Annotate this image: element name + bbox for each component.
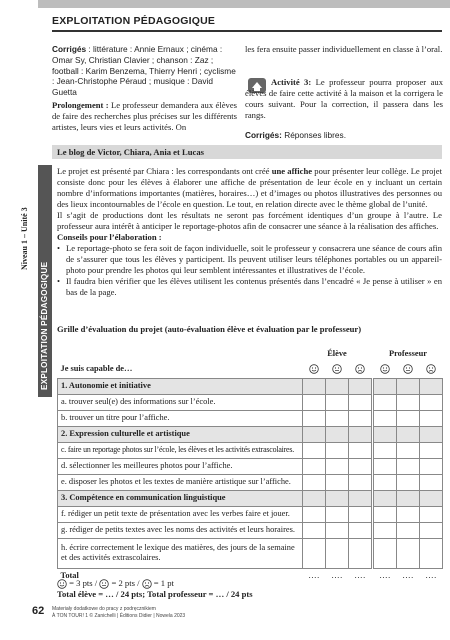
score-cell[interactable] xyxy=(303,442,326,458)
smiley-sad-icon xyxy=(420,362,443,378)
score-cell[interactable] xyxy=(397,538,420,568)
score-cell[interactable] xyxy=(326,474,349,490)
section-row xyxy=(58,378,443,394)
section-row xyxy=(58,426,443,442)
table-row xyxy=(58,522,443,538)
score-cell[interactable] xyxy=(326,506,349,522)
top-band xyxy=(38,0,450,8)
corriges-2-text: Réponses libres. xyxy=(281,130,346,140)
score-cell[interactable] xyxy=(420,442,443,458)
table-row xyxy=(58,458,443,474)
score-cell[interactable] xyxy=(397,506,420,522)
header-rule xyxy=(52,30,442,32)
score-cell[interactable] xyxy=(326,410,349,426)
score-cell[interactable] xyxy=(349,474,372,490)
score-cell[interactable] xyxy=(374,506,397,522)
section-row xyxy=(58,490,443,506)
score-cell[interactable] xyxy=(374,442,397,458)
corriges-2-block xyxy=(245,130,346,141)
total-prof-2: …. xyxy=(402,570,414,580)
score-cell[interactable] xyxy=(349,442,372,458)
smiley-sad-icon xyxy=(349,362,372,378)
score-cell[interactable] xyxy=(374,458,397,474)
criterion-text: g. rédiger de petits textes avec les noms des activités et leurs horaires. xyxy=(58,522,303,538)
criterion-text: h. écrire correctement le lexique des matières, des jours de la semaine et des activités extrascolaires. xyxy=(58,538,303,568)
table-row xyxy=(58,538,443,568)
scoring-legend xyxy=(57,578,253,600)
score-cell[interactable] xyxy=(303,394,326,410)
smiley-neutral-icon xyxy=(99,579,109,589)
question-label: Je suis capable de… xyxy=(60,364,133,374)
table-row xyxy=(58,394,443,410)
col-header-professeur: Professeur xyxy=(389,348,427,358)
criterion-text: b. trouver un titre pour l’affiche. xyxy=(58,410,303,426)
section-title: 1. Autonomie et initiative xyxy=(58,378,303,394)
score-cell[interactable] xyxy=(374,522,397,538)
total-eleve-1: …. xyxy=(308,570,320,580)
legend-2pts: = 2 pts / xyxy=(111,578,142,588)
score-cell[interactable] xyxy=(420,410,443,426)
page-header-title: EXPLOITATION PÉDAGOGIQUE xyxy=(52,15,216,27)
score-cell[interactable] xyxy=(349,538,372,568)
score-cell[interactable] xyxy=(374,394,397,410)
side-level-label: Niveau 1 – Unité 3 xyxy=(20,207,29,270)
score-cell[interactable] xyxy=(420,458,443,474)
continuation-text: les fera ensuite passer individuellement en classe à l’oral. xyxy=(245,44,443,54)
total-prof-3: …. xyxy=(425,570,437,580)
activity-3-text: Le professeur pourra proposer aux élèves de faire cette activité à la maison et la corrigera le cours suivant. Pour la correction, il passera dans les rangs. xyxy=(245,77,443,120)
evaluation-grid xyxy=(57,346,443,584)
score-cell[interactable] xyxy=(303,538,326,568)
total-label: Total xyxy=(60,570,79,580)
smiley-sad-icon xyxy=(142,579,152,589)
score-cell[interactable] xyxy=(326,538,349,568)
score-cell[interactable] xyxy=(303,474,326,490)
blog-paragraph-1 xyxy=(57,166,442,210)
grid-title: Grille d’évaluation du projet (auto-évaluation élève et évaluation par le professeur) xyxy=(57,324,362,334)
corriges-block xyxy=(52,44,237,98)
score-cell[interactable] xyxy=(420,538,443,568)
score-cell[interactable] xyxy=(303,506,326,522)
score-cell[interactable] xyxy=(349,394,372,410)
blog-body xyxy=(57,166,442,298)
side-tab-label: EXPLOITATION PÉDAGOGIQUE xyxy=(40,261,49,390)
total-prof-1: …. xyxy=(379,570,391,580)
score-cell[interactable] xyxy=(374,538,397,568)
criterion-text: a. trouver seul(e) des informations sur l’école. xyxy=(58,394,303,410)
prolongement-text: Le professeur demandera aux élèves de faire des recherches plus précises sur les différents artistes, leurs vies et leurs activités. On xyxy=(52,100,237,132)
section-title: 3. Compétence en communication linguistique xyxy=(58,490,303,506)
table-row xyxy=(58,474,443,490)
criterion-text: c. faire un reportage photos sur l’école, les élèves et les activités extrascolaires. xyxy=(58,442,303,458)
blog-section-title: Le blog de Victor, Chiara, Ania et Lucas xyxy=(57,147,204,157)
prolongement-lead: Prolongement : xyxy=(52,100,109,110)
activity-3-lead: Activité 3: xyxy=(271,77,312,87)
score-cell[interactable] xyxy=(397,522,420,538)
blog-paragraph-2: Il s’agit de productions dont les résultats ne seront pas forcément identiques d’un groupe à l’autre. Le professeur aura intérêt à anticiper le reportage-photos afin de consacrer une séance à la réalisation des affiches. xyxy=(57,210,442,231)
corriges-2-lead: Corrigés: xyxy=(245,130,282,140)
criterion-text: d. sélectionner les meilleures photos pour l’affiche. xyxy=(58,458,303,474)
smiley-neutral-icon xyxy=(326,362,349,378)
legend-line-1 xyxy=(57,578,253,589)
score-cell[interactable] xyxy=(349,506,372,522)
table-row xyxy=(58,506,443,522)
activity-3-block xyxy=(245,77,443,121)
conseils-item-2: • Il faudra bien vérifier que les élèves utilisent les contenus présentés dans l’encadré « Je pense à utiliser » en bas de la page. xyxy=(57,276,442,298)
score-cell[interactable] xyxy=(326,394,349,410)
score-cell[interactable] xyxy=(303,410,326,426)
score-cell[interactable] xyxy=(397,474,420,490)
score-cell[interactable] xyxy=(303,522,326,538)
footer-line-2: À TON TOUR! 1 © Zanichelli | Éditions Didier | Nowela 2023 xyxy=(52,612,186,619)
score-cell[interactable] xyxy=(374,474,397,490)
criterion-text: e. disposer les photos et les textes de manière artistique sur l’affiche. xyxy=(58,474,303,490)
score-cell[interactable] xyxy=(397,410,420,426)
score-cell[interactable] xyxy=(326,522,349,538)
total-eleve-3: …. xyxy=(354,570,366,580)
score-cell[interactable] xyxy=(397,394,420,410)
smiley-happy-icon xyxy=(57,579,67,589)
criterion-text: f. rédiger un petit texte de présentation avec les verbes faire et jouer. xyxy=(58,506,303,522)
section-title: 2. Expression culturelle et artistique xyxy=(58,426,303,442)
prolongement-block xyxy=(52,100,237,133)
smiley-neutral-icon xyxy=(397,362,420,378)
blog-p1-bold: une affiche xyxy=(271,166,313,176)
corriges-lead: Corrigés xyxy=(52,44,87,54)
corriges-text: : littérature : Annie Ernaux ; cinéma : Omar Sy, Christian Clavier ; chanson : Zaz ; football : Karim Benzema, Thierry Henri ; cyclisme : Jean-Christophe Péraud ; musique : David Guetta xyxy=(52,44,236,98)
legend-3pts: = 3 pts / xyxy=(69,578,100,588)
conseils-item-1: • Le reportage-photo se fera soit de façon individuelle, soit le professeur y consacrera une séance de cours afin de s’assurer que tous les élèves y participent. Ils peuvent utiliser leurs téléphones portables ou un appareil-photo pour prendre les photos qui leur semblent intéressantes et illustratives de l’école. xyxy=(57,243,442,276)
col-header-eleve: Élève xyxy=(327,348,347,358)
page-footer xyxy=(52,606,185,619)
smiley-happy-icon xyxy=(374,362,397,378)
conseils-list xyxy=(57,243,442,298)
score-cell[interactable] xyxy=(303,458,326,474)
score-cell[interactable] xyxy=(420,474,443,490)
score-cell[interactable] xyxy=(397,458,420,474)
score-cell[interactable] xyxy=(349,458,372,474)
conseils-heading: Conseils pour l’élaboration : xyxy=(57,232,162,242)
score-cell[interactable] xyxy=(326,442,349,458)
score-cell[interactable] xyxy=(397,442,420,458)
total-eleve-2: …. xyxy=(331,570,343,580)
legend-line-2: Total élève = … / 24 pts; Total professeur = … / 24 pts xyxy=(57,589,253,600)
score-cell[interactable] xyxy=(326,458,349,474)
grid-corner xyxy=(58,346,303,362)
score-cell[interactable] xyxy=(349,410,372,426)
score-cell[interactable] xyxy=(374,410,397,426)
score-cell[interactable] xyxy=(349,522,372,538)
blog-p1-start: Le projet est présenté par Chiara : les correspondants ont créé xyxy=(57,166,272,176)
score-cell[interactable] xyxy=(420,394,443,410)
score-cell[interactable] xyxy=(420,522,443,538)
table-row xyxy=(58,442,443,458)
smiley-happy-icon xyxy=(303,362,326,378)
legend-1pt: = 1 pt xyxy=(153,578,174,588)
page-number: 62 xyxy=(32,605,45,617)
blog-p1-end: pour présenter leur collège. Le projet consiste donc pour les élèves à élaborer une affiche de présentation de leur école en y incluant un certain nombre d’informations importantes (matières, horaires…) et d’images ou photos illustratives des personnes ou des lieux incontournables de l’école en question. Le tout, en relation directe avec le thème global de l’unité. xyxy=(57,166,443,209)
score-cell[interactable] xyxy=(420,506,443,522)
table-row xyxy=(58,410,443,426)
footer-line-1: Materiały dodatkowe do pracy z podręcznikiem xyxy=(52,606,156,612)
